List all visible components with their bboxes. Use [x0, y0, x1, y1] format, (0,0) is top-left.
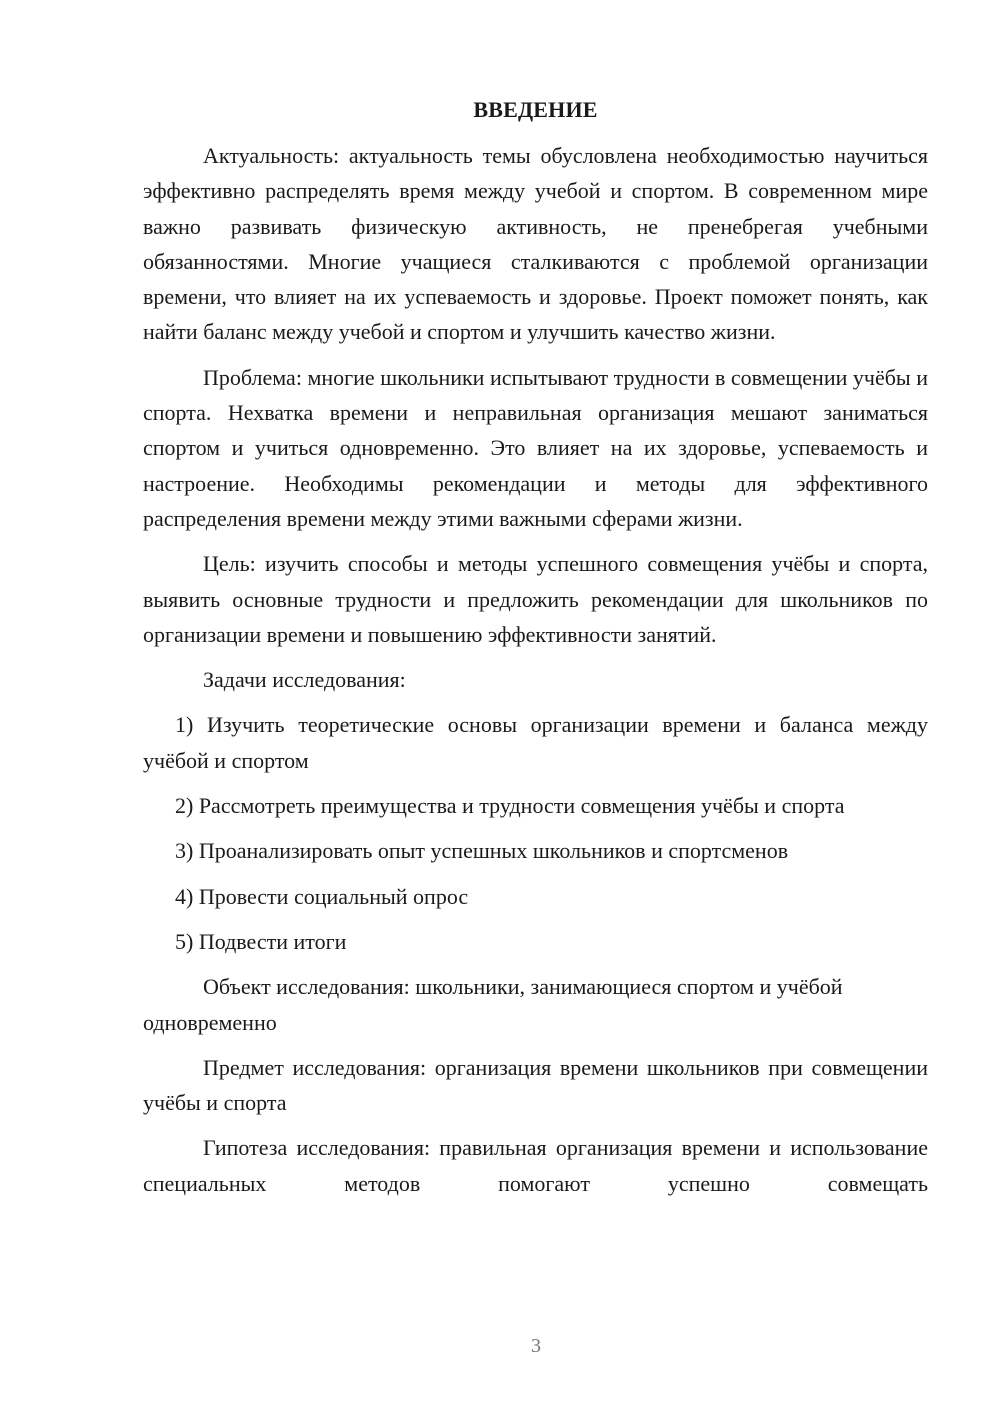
- hypothesis-paragraph: Гипотеза исследования: правильная организация времени и использование специальных методов помогают успешно совмещать: [143, 1135, 928, 1196]
- task-item: 3) Проанализировать опыт успешных школьников и спортсменов: [175, 838, 789, 864]
- tasks-heading: Задачи исследования:: [203, 667, 406, 693]
- task-item: 1) Изучить теоретические основы организации времени и баланса между учёбой и спортом: [143, 712, 928, 773]
- subject-paragraph: Предмет исследования: организация времени школьников при совмещении учёбы и спорта: [143, 1054, 928, 1116]
- tasks-list: [143, 707, 928, 959]
- page-number: 3: [531, 1335, 541, 1357]
- problem-paragraph: Проблема: многие школьники испытывают трудности в совмещении учёбы и спорта. Нехватка времени и неправильная организация мешают заниматься спортом и учиться одновременно. Это влияет на их здоровье, успеваемость и настроение. Необходимы рекомендации и методы для эффективного распределения времени между этими важными сферами жизни.: [143, 364, 928, 531]
- task-item: 5) Подвести итоги: [175, 928, 347, 954]
- task-item: 2) Рассмотреть преимущества и трудности совмещения учёбы и спорта: [175, 793, 845, 819]
- page-title: ВВЕДЕНИЕ: [473, 97, 598, 122]
- task-item: 4) Провести социальный опрос: [175, 883, 469, 909]
- goal-paragraph: Цель: изучить способы и методы успешного совмещения учёбы и спорта, выявить основные трудности и предложить рекомендации для школьников по организации времени и повышению эффективности занятий.: [143, 551, 928, 647]
- document-body: [143, 94, 928, 1211]
- object-paragraph: Объект исследования: школьники, занимающиеся спортом и учёбой одновременно: [143, 974, 843, 1035]
- relevance-paragraph: Актуальность: актуальность темы обусловлена необходимостью научиться эффективно распределять время между учебой и спортом. В современном мире важно развивать физическую активность, не пренебрегая учебными обязанностями. Многие учащиеся сталкиваются с проблемой организации времени, что влияет на их успеваемость и здоровье. Проект поможет понять, как найти баланс между учебой и спортом и улучшить качество жизни.: [143, 143, 928, 345]
